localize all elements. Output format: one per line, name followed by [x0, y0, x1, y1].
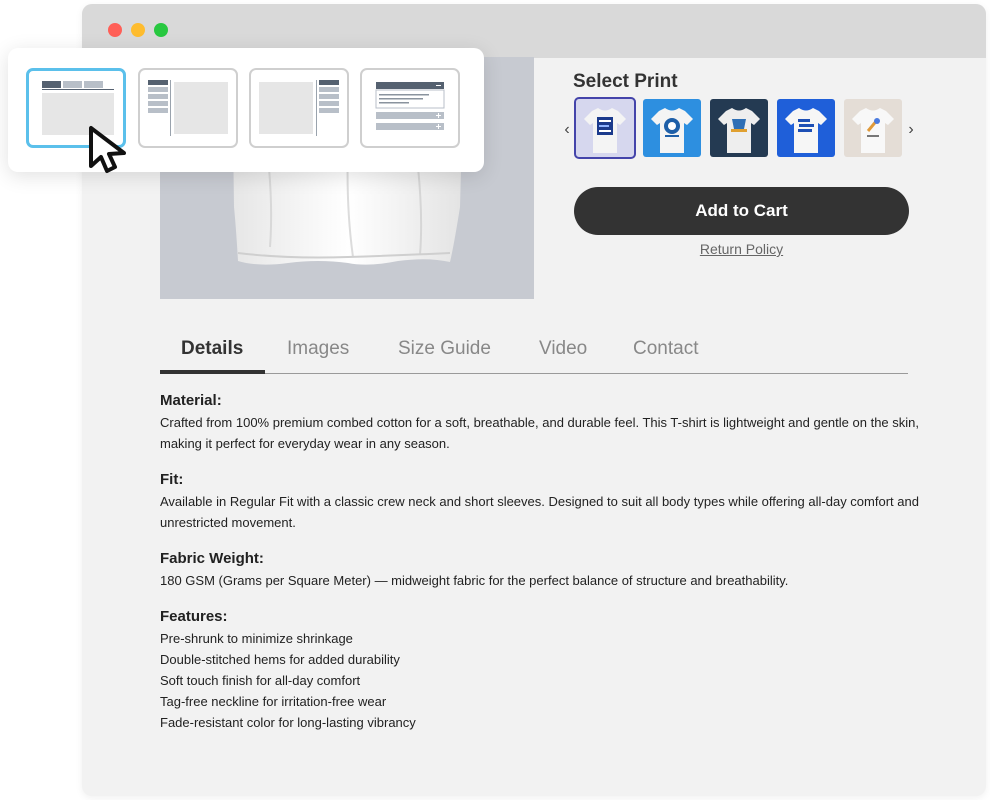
chevron-right-icon[interactable]: › [908, 121, 914, 138]
chevron-left-icon[interactable]: ‹ [564, 121, 570, 138]
features-heading: Features: [160, 608, 228, 625]
list-item: Tag-free neckline for irritation-free wear [160, 694, 387, 709]
minimize-window-button[interactable] [131, 23, 145, 37]
active-tab-indicator [160, 370, 265, 374]
maximize-window-button[interactable] [154, 23, 168, 37]
select-print-title: Select Print [573, 71, 678, 92]
tab-video[interactable]: Video [539, 338, 588, 359]
right-sidebar-layout-icon [251, 70, 347, 146]
close-window-button[interactable] [108, 23, 122, 37]
tshirt-thumbnail-icon [777, 99, 835, 157]
fit-heading: Fit: [160, 471, 184, 488]
print-thumbnail-badge[interactable] [710, 99, 768, 157]
tab-contact[interactable]: Contact [633, 338, 699, 359]
print-thumbnail-run-sweat-repeat[interactable] [777, 99, 835, 157]
features-section [160, 608, 920, 733]
tshirt-thumbnail-icon [576, 99, 634, 157]
material-section [160, 392, 920, 454]
material-heading: Material: [160, 392, 222, 409]
tshirt-thumbnail-icon [643, 99, 701, 157]
tshirt-thumbnail-icon [710, 99, 768, 157]
print-thumbnail-midnight-run[interactable] [576, 99, 634, 157]
tab-details[interactable]: Details [181, 338, 244, 359]
fabric-weight-text: 180 GSM (Grams per Square Meter) — midweight fabric for the perfect balance of structure and breathability. [160, 573, 789, 588]
list-item: Double-stitched hems for added durability [160, 652, 400, 667]
left-sidebar-layout-option[interactable] [138, 68, 238, 148]
mouse-pointer-icon [86, 124, 132, 176]
tab-images[interactable]: Images [287, 338, 350, 359]
product-tabs [160, 334, 908, 374]
fit-section [160, 471, 920, 533]
fit-text: Available in Regular Fit with a classic crew neck and short sleeves. Designed to suit all body types while offering all-day comfort and unrestricted movement. [160, 494, 919, 530]
return-policy-link[interactable]: Return Policy [699, 241, 784, 257]
list-item: Fade-resistant color for long-lasting vibrancy [160, 715, 416, 730]
left-sidebar-layout-icon [140, 70, 236, 146]
accordion-layout-icon [362, 70, 458, 146]
right-sidebar-layout-option[interactable] [249, 68, 349, 148]
material-text: Crafted from 100% premium combed cotton for a soft, breathable, and durable feel. This T-shirt is lightweight and gentle on the skin, making it perfect for everyday wear in any season. [160, 415, 919, 451]
layout-picker-popup [8, 48, 484, 172]
print-thumbnail-stars[interactable] [844, 99, 902, 157]
details-panel [160, 392, 920, 750]
fabric-weight-heading: Fabric Weight: [160, 550, 264, 567]
list-item: Pre-shrunk to minimize shrinkage [160, 631, 353, 646]
accordion-layout-option[interactable] [360, 68, 460, 148]
tshirt-thumbnail-icon [844, 99, 902, 157]
add-to-cart-button[interactable]: Add to Cart [574, 187, 909, 235]
fabric-weight-section [160, 550, 920, 591]
tab-size-guide[interactable]: Size Guide [398, 338, 491, 359]
print-thumbnail-runner-circle[interactable] [643, 99, 701, 157]
list-item: Soft touch finish for all-day comfort [160, 673, 361, 688]
